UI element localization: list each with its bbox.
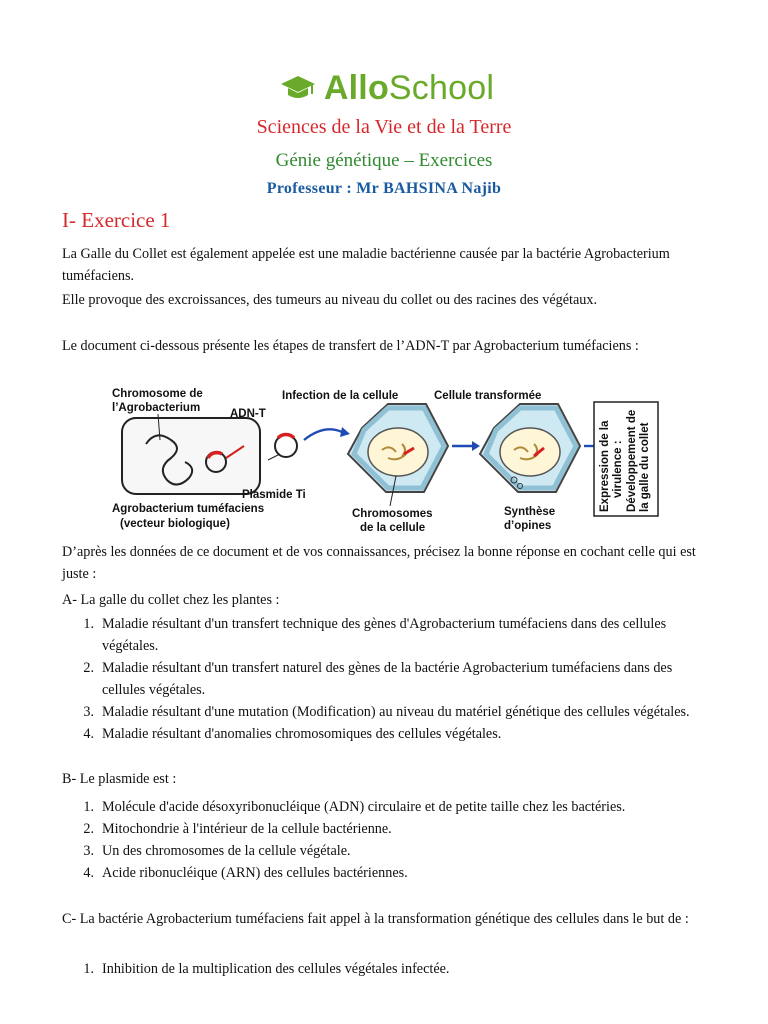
option-a-4[interactable]: 4. Maladie résultant d'anomalies chromosomiques des cellules végétales. (83, 726, 502, 742)
label-agro-1: Agrobacterium tuméfaciens (112, 503, 265, 515)
professor-name: Professeur : Mr BAHSINA Najib (266, 180, 502, 197)
option-b-2[interactable]: 2. Mitochondrie à l'intérieur de la cellule bactérienne. (83, 821, 392, 837)
t-dna-transfer-diagram (106, 384, 662, 534)
alloschool-logo (0, 66, 768, 110)
question-c-title: C- La bactérie Agrobacterium tuméfaciens fait appel à la transformation génétique des cellules dans le but de : (62, 911, 689, 927)
label-agro-2: (vecteur biologique) (120, 518, 230, 530)
question-b-options (62, 796, 712, 884)
label-chromosome-2: l’Agrobacterium (112, 402, 201, 414)
option-b-4[interactable]: 4. Acide ribonucléique (ARN) des cellules bactériennes. (83, 865, 408, 881)
label-plasmid: Plasmide Ti (242, 489, 306, 501)
question-a-title: A- La galle du collet chez les plantes : (62, 592, 280, 608)
question-b-title: B- Le plasmide est : (62, 771, 177, 787)
option-b-1[interactable]: 1. Molécule d'acide désoxyribonucléique (ADN) circulaire et de petite taille chez les bactéries. (83, 799, 626, 815)
label-synth-1: Synthèse (504, 506, 556, 518)
nucleus-infected (368, 428, 428, 476)
option-a-2[interactable]: 2. Maladie résultant d'un transfert naturel des gènes de la bactérie Agrobacterium tuméfaciens dans des cellules végétales. (83, 660, 673, 698)
bacterium-cell (122, 418, 260, 494)
label-adn-t: ADN-T (230, 408, 266, 420)
label-transformed: Cellule transformée (434, 390, 542, 402)
option-c-1[interactable]: 1. Inhibition de la multiplication des cellules végétales infectée. (83, 961, 450, 977)
box-line-1: Expression de la (599, 420, 611, 512)
label-infection: Infection de la cellule (282, 390, 399, 402)
option-a-1[interactable]: 1. Maladie résultant d'un transfert technique des gènes d'Agrobacterium tuméfaciens dans des cellules végétales. (83, 616, 667, 654)
label-cell-chrom-2: de la cellule (360, 522, 426, 534)
option-a-3[interactable]: 3. Maladie résultant d'une mutation (Modification) au niveau du matériel génétique des cellules végétales. (83, 704, 690, 720)
intro-paragraph-2: Elle provoque des excroissances, des tumeurs au niveau du collet ou des racines des végétaux. (62, 292, 598, 308)
brand-name: AlloSchool (323, 68, 495, 107)
box-line-2: virulence : (612, 440, 624, 498)
question-c-options (62, 958, 712, 980)
transfer-arrow (304, 429, 342, 440)
label-chromosome-1: Chromosome de (112, 388, 203, 400)
exercise-title: I- Exercice 1 (62, 208, 171, 232)
intro-paragraph-1: La Galle du Collet est également appelée est une maladie bactérienne causée par la bactérie Agrobacterium tuméfaciens. (62, 246, 670, 284)
graduation-cap-icon (280, 73, 316, 103)
instruction-paragraph: D’après les données de ce document et de vos connaissances, précisez la bonne réponse en cochant celle qui est juste : (62, 544, 696, 582)
question-a-options (62, 613, 712, 745)
free-plasmid-ti (275, 435, 297, 457)
box-line-4: la galle du collet (639, 422, 651, 512)
intro-paragraph-3: Le document ci-dessous présente les étapes de transfert de l’ADN-T par Agrobacterium tuméfaciens : (62, 338, 639, 354)
nucleus-transformed (500, 428, 560, 476)
label-synth-2: d’opines (504, 520, 552, 532)
box-line-3: Développement de (626, 409, 638, 512)
option-b-3[interactable]: 3. Un des chromosomes de la cellule végétale. (83, 843, 351, 859)
subject-title: Sciences de la Vie et de la Terre (256, 116, 512, 138)
label-cell-chrom-1: Chromosomes (352, 508, 433, 520)
chapter-title: Génie génétique – Exercices (275, 150, 493, 171)
